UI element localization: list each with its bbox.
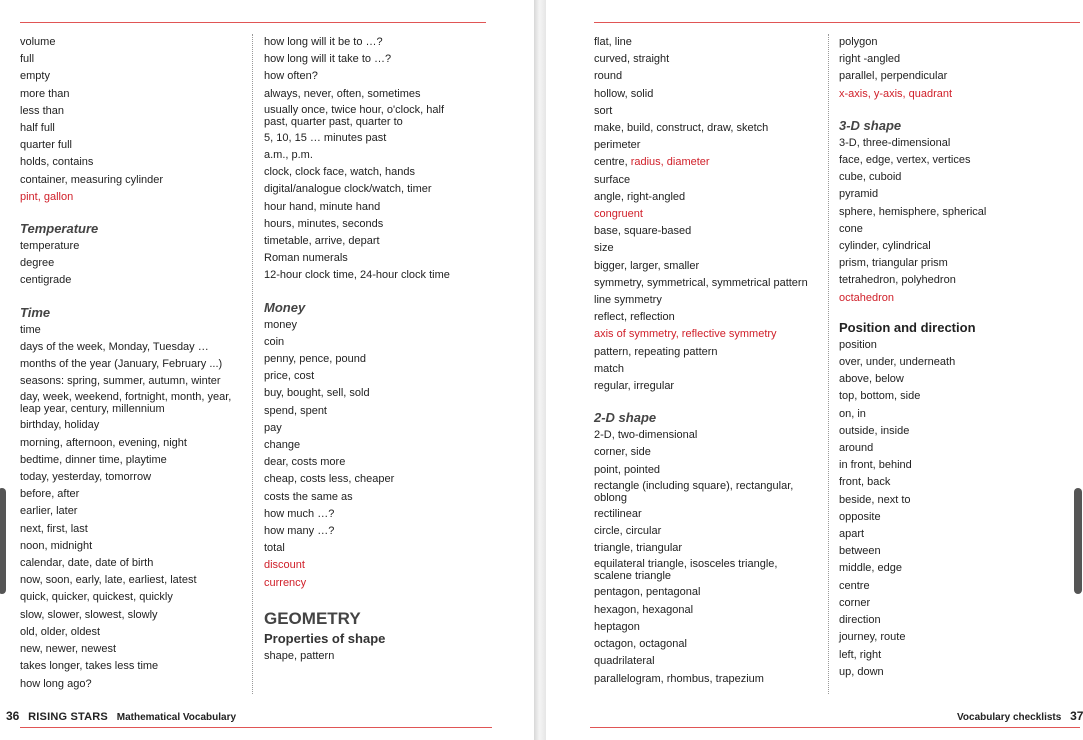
list-item: sphere, hemisphere, spherical (839, 205, 987, 218)
list-item: position (839, 338, 877, 351)
list-item: half full (20, 122, 55, 135)
list-item: parallel, perpendicular (839, 70, 948, 83)
list-item: up, down (839, 665, 884, 678)
page-number: 36 (6, 709, 20, 723)
list-item: parallelogram, rhombus, trapezium (594, 672, 764, 685)
shape-2d-list-3 (594, 584, 822, 687)
list-item: face, edge, vertex, vertices (839, 154, 971, 167)
shape-properties-list-2 (594, 172, 822, 206)
list-item: temperature (20, 240, 80, 253)
list-item: match (594, 362, 624, 375)
list-item: sort (594, 104, 613, 117)
list-item: seasons: spring, summer, autumn, winter (20, 375, 221, 388)
book-title: Mathematical Vocabulary (116, 712, 237, 723)
list-item: earlier, later (20, 505, 78, 518)
list-item: clock, clock face, watch, hands (264, 166, 416, 179)
list-item: noon, midnight (20, 539, 93, 552)
list-item: pentagon, pentagonal (594, 586, 701, 599)
polygon-list (839, 34, 1077, 86)
list-item: dear, costs more (264, 456, 346, 469)
list-item: size (594, 242, 614, 255)
list-item: now, soon, early, late, earliest, latest (20, 574, 197, 587)
list-item: triangle, triangular (594, 542, 683, 555)
list-item: day, week, weekend, fortnight, month, year, leap year, century, millennium (20, 391, 232, 416)
red-term: x-axis, y-axis, quadrant (839, 87, 953, 100)
right-page (546, 0, 1083, 740)
list-item: make, build, construct, draw, sketch (594, 122, 769, 135)
list-item: corner (839, 596, 871, 609)
geometry-heading: GEOMETRY (264, 608, 361, 628)
position-list (839, 337, 1077, 681)
list-item: quick, quicker, quickest, quickly (20, 591, 173, 604)
list-item: a.m., p.m. (264, 149, 313, 162)
list-item: on, in (839, 407, 866, 420)
list-item: centigrade (20, 274, 72, 287)
list-item: days of the week, Monday, Tuesday … (20, 340, 209, 353)
list-item: Roman numerals (264, 252, 348, 265)
temperature-heading: Temperature (20, 221, 99, 237)
left-page (0, 0, 534, 740)
list-item: old, older, oldest (20, 625, 101, 638)
list-item: usually once, twice hour, o'clock, half past, quarter past, quarter to (264, 103, 445, 128)
list-item: left, right (839, 648, 882, 661)
list-item: how many …? (264, 525, 335, 538)
list-item: direction (839, 614, 881, 627)
list-item: cylinder, cylindrical (839, 240, 931, 253)
list-item: heptagon (594, 620, 640, 633)
list-item: centre (839, 579, 870, 592)
shape-3d-list (839, 135, 1077, 290)
right-column-2 (828, 34, 1077, 694)
list-item: hour hand, minute hand (264, 200, 381, 213)
list-item: outside, inside (839, 424, 910, 437)
list-item: pattern, repeating pattern (594, 345, 718, 358)
measures-list (20, 34, 248, 189)
list-item: 12-hour clock time, 24-hour clock time (264, 269, 450, 282)
red-term: octahedron (839, 291, 895, 304)
list-item: perimeter (594, 139, 641, 152)
time-heading: Time (20, 304, 51, 320)
list-item: above, below (839, 373, 904, 386)
list-item: line symmetry (594, 294, 662, 307)
properties-heading: Properties of shape (264, 630, 386, 646)
centre-text: centre, (594, 156, 631, 169)
list-item: takes longer, takes less time (20, 660, 159, 673)
page-footer (6, 709, 236, 723)
list-item: before, after (20, 488, 80, 501)
shape-properties-list (594, 34, 822, 154)
list-item: bigger, larger, smaller (594, 259, 700, 272)
list-item: middle, edge (839, 562, 902, 575)
list-item: slow, slower, slowest, slowly (20, 608, 158, 621)
list-item: penny, pence, pound (264, 353, 366, 366)
bottom-rule (20, 727, 492, 728)
list-item: hexagon, hexagonal (594, 603, 694, 616)
list-item (594, 154, 822, 171)
list-item: volume (20, 36, 56, 48)
top-rule (20, 22, 486, 23)
list-item: hollow, solid (594, 87, 654, 100)
list-item: morning, afternoon, evening, night (20, 436, 187, 449)
list-item: pay (264, 421, 282, 434)
list-item: today, yesterday, tomorrow (20, 471, 152, 484)
clock-list (264, 130, 496, 285)
list-item: quarter full (20, 139, 72, 152)
shape-properties-list-4 (594, 344, 822, 396)
list-item: less than (20, 104, 65, 117)
list-item: flat, line (594, 36, 632, 48)
shape-2d-list-2 (594, 506, 822, 558)
right-scroll-handle[interactable] (1074, 488, 1082, 594)
time-questions-list (264, 34, 496, 103)
list-item: opposite (839, 510, 881, 523)
red-term: radius, diameter (630, 156, 710, 169)
brand-logo: RISING STARS (28, 711, 108, 723)
shape-3d-heading: 3-D shape (839, 117, 902, 133)
list-item: regular, irregular (594, 380, 675, 393)
list-item: spend, spent (264, 404, 327, 417)
list-item: point, pointed (594, 463, 661, 476)
list-item: rectilinear (594, 507, 642, 520)
list-item: degree (20, 257, 55, 270)
list-item: bedtime, dinner time, playtime (20, 453, 167, 466)
list-item: between (839, 545, 881, 558)
list-item: around (839, 442, 874, 455)
list-item: base, square-based (594, 225, 692, 238)
position-heading: Position and direction (839, 319, 976, 335)
bottom-rule (590, 727, 1080, 728)
shape-properties-list-3 (594, 223, 822, 326)
shape-2d-heading: 2-D shape (594, 410, 657, 426)
top-rule (594, 22, 1080, 23)
list-item: shape, pattern (264, 649, 335, 662)
list-item: pyramid (839, 188, 879, 201)
list-item: surface (594, 173, 631, 186)
list-item: symmetry, symmetrical, symmetrical pattern (594, 276, 808, 289)
list-item: cube, cuboid (839, 171, 902, 184)
list-item: holds, contains (20, 156, 94, 169)
list-item: journey, route (839, 631, 906, 644)
list-item: hours, minutes, seconds (264, 217, 384, 230)
page-number: 37 (1070, 709, 1083, 723)
list-item: new, newer, newest (20, 643, 117, 656)
list-item: empty (20, 70, 50, 83)
list-item: always, never, often, sometimes (264, 87, 421, 100)
list-item: curved, straight (594, 53, 670, 66)
properties-list (264, 648, 496, 665)
shape-2d-list (594, 427, 822, 479)
list-item: how much …? (264, 507, 335, 520)
time-list-2 (20, 417, 248, 692)
list-item: birthday, holiday (20, 419, 100, 432)
list-item: timetable, arrive, depart (264, 235, 380, 248)
temperature-list (20, 238, 248, 290)
money-heading: Money (264, 299, 306, 315)
list-item: digital/analogue clock/watch, timer (264, 183, 432, 196)
time-list (20, 322, 248, 391)
list-item: rectangle (including square), rectangular, oblong (594, 479, 794, 504)
list-item: 5, 10, 15 … minutes past (264, 131, 387, 144)
list-item: more than (20, 87, 70, 100)
list-item: prism, triangular prism (839, 257, 948, 270)
list-item: next, first, last (20, 522, 88, 535)
list-item: circle, circular (594, 525, 662, 538)
list-item: total (264, 542, 285, 555)
list-item: money (264, 318, 298, 331)
money-red-list (264, 557, 496, 591)
list-item: costs the same as (264, 490, 353, 503)
list-item: time (20, 323, 41, 336)
list-item: quadrilateral (594, 655, 655, 668)
book-gutter (534, 0, 546, 740)
list-item: corner, side (594, 446, 651, 459)
list-item: how often? (264, 70, 318, 83)
list-item: angle, right-angled (594, 190, 686, 203)
list-item: apart (839, 528, 865, 541)
list-item: front, back (839, 476, 891, 489)
list-item: right -angled (839, 53, 901, 66)
list-item: how long ago? (20, 677, 92, 690)
list-item: octagon, octagonal (594, 638, 687, 651)
list-item: change (264, 439, 301, 452)
left-scroll-handle[interactable] (0, 488, 6, 594)
list-item: polygon (839, 36, 878, 48)
list-item: months of the year (January, February ...) (20, 358, 223, 371)
list-item: round (594, 70, 623, 83)
left-column-1 (20, 34, 248, 693)
list-item: cheap, costs less, cheaper (264, 473, 395, 486)
list-item: top, bottom, side (839, 390, 921, 403)
list-item: price, cost (264, 370, 315, 383)
list-item: coin (264, 335, 285, 348)
red-term: currency (264, 576, 307, 589)
right-column-1 (594, 34, 822, 688)
money-list (264, 317, 496, 558)
list-item: in front, behind (839, 459, 912, 472)
list-item: beside, next to (839, 493, 911, 506)
list-item: how long will it be to …? (264, 36, 383, 48)
list-item: how long will it take to …? (264, 53, 392, 66)
list-item: 2-D, two-dimensional (594, 429, 698, 442)
list-item: equilateral triangle, isosceles triangle, scalene triangle (594, 558, 778, 583)
list-item: full (20, 53, 35, 66)
book-title: Vocabulary checklists (957, 712, 1062, 723)
list-item: calendar, date, date of birth (20, 557, 154, 570)
list-item: tetrahedron, polyhedron (839, 274, 956, 287)
list-item: reflect, reflection (594, 311, 675, 324)
red-term: pint, gallon (20, 190, 74, 203)
list-item: cone (839, 222, 863, 235)
list-item: container, measuring cylinder (20, 173, 164, 186)
list-item: 3-D, three-dimensional (839, 136, 951, 149)
red-term: congruent (594, 208, 643, 221)
list-item: buy, bought, sell, sold (264, 387, 370, 400)
list-item: over, under, underneath (839, 356, 956, 369)
red-term: discount (264, 559, 305, 572)
page-footer (957, 709, 1083, 723)
left-column-2 (252, 34, 496, 694)
red-term: axis of symmetry, reflective symmetry (594, 328, 777, 341)
